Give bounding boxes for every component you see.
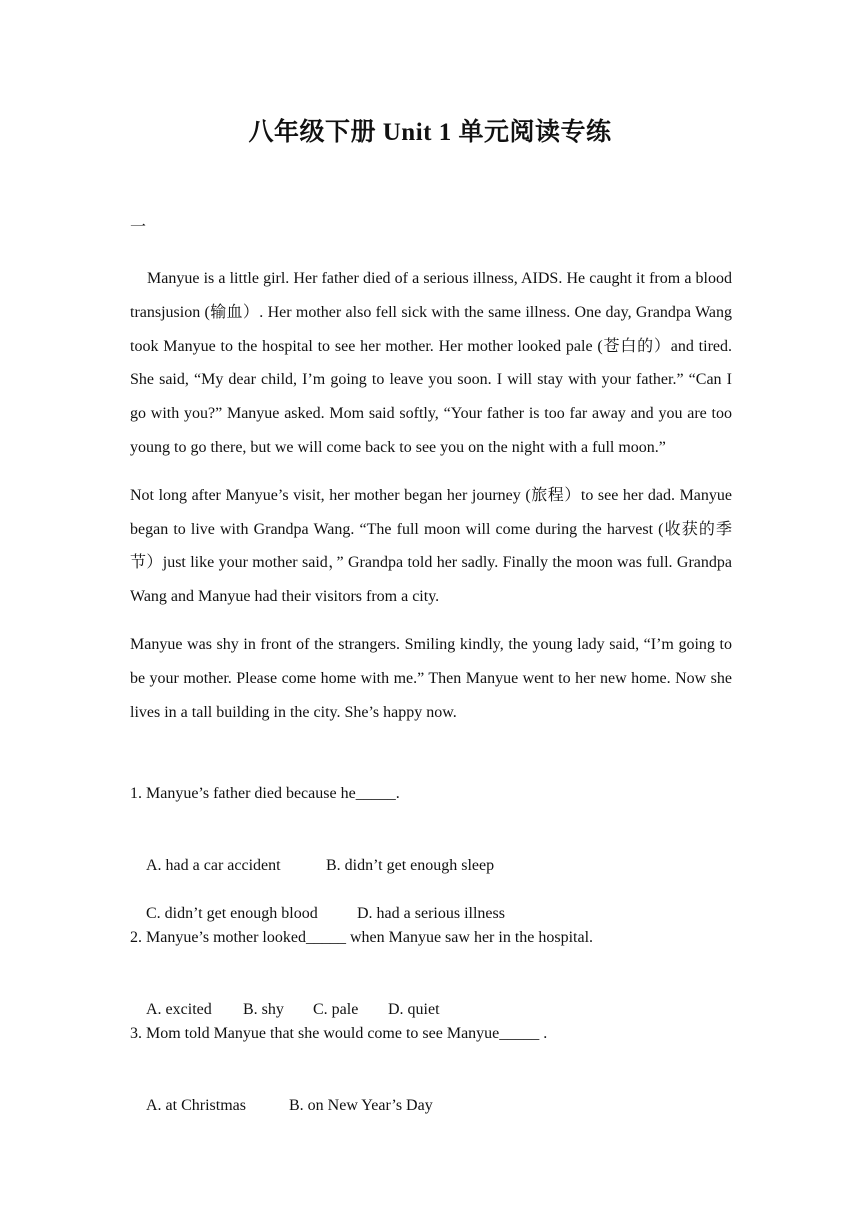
passage-paragraph: Manyue is a little girl. Her father died of a serious illness, AIDS. He caught it from a blood transjusion (输血）. Her mother also fell sick with the same illness. One day, Grandpa Wang took Manyue to the hospital to see her mother. Her mother looked pale (苍白的）and tired. She said, “My dear child, I’m going to leave you soon. I will stay with your father.” “Can I go with you?” Manyue asked. Mom said softly, “Your father is too far away and you are too young to go there, but we will come back to see you on the night with a full moon.” (130, 270, 732, 456)
section-number: 一 (130, 219, 147, 236)
question-stem: 3. Mom told Manyue that she would come to see Manyue_____ . (130, 1025, 548, 1042)
reading-passage (130, 262, 732, 743)
question-stem: 2. Manyue’s mother looked_____ when Manyue saw her in the hospital. (130, 929, 594, 946)
answer-option: D. quiet (388, 1001, 440, 1018)
answer-option: A. excited (146, 1001, 212, 1018)
answer-option: B. shy (243, 1001, 284, 1018)
passage-paragraph: Not long after Manyue’s visit, her mother began her journey (旅程）to see her dad. Manyue began to live with Grandpa Wang. “The full moon will come during the harvest (收获的季节）just like your mother said，” Grandpa told her sadly. Finally the moon was full. Grandpa Wang and Manyue had their visitors from a city. (130, 486, 732, 606)
answer-option: B. didn’t get enough sleep (326, 857, 495, 874)
answer-option: C. didn’t get enough blood (146, 905, 318, 922)
answer-option: A. at Christmas (146, 1097, 246, 1114)
answer-option: C. pale (313, 1001, 359, 1018)
answer-option: A. had a car accident (146, 857, 281, 874)
passage-paragraph: Manyue was shy in front of the strangers. Smiling kindly, the young lady said, “I’m going to be your mother. Please come home with me.” Then Manyue went to her new home. Now she lives in a tall building in the city. She’s happy now. (130, 635, 732, 721)
answer-option: B. on New Year’s Day (289, 1097, 433, 1114)
page-title: 八年级下册 Unit 1 单元阅读专练 (248, 119, 612, 146)
option-line (130, 1070, 433, 1142)
question-stem: 1. Manyue’s father died because he_____. (130, 785, 400, 802)
answer-option: D. had a serious illness (357, 905, 505, 922)
